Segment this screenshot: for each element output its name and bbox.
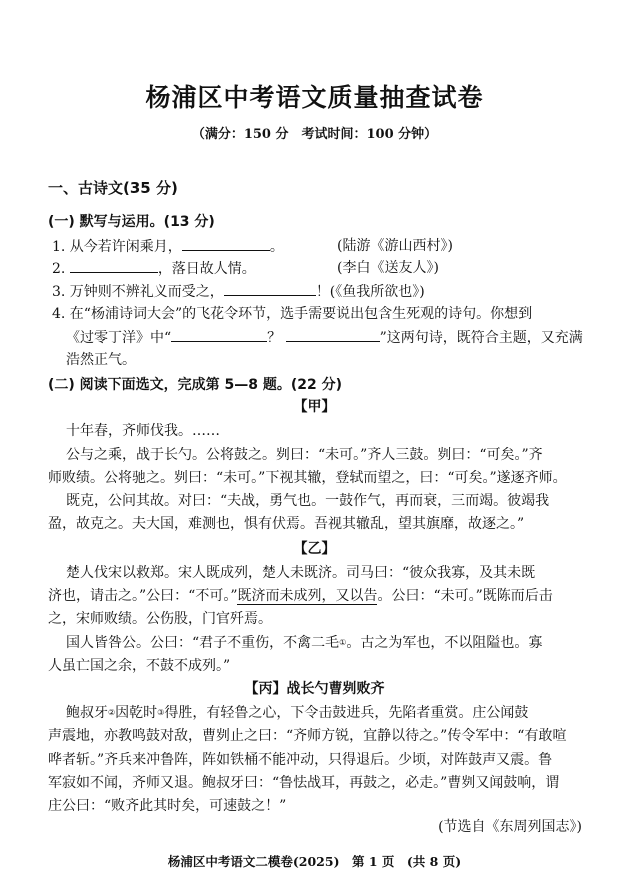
q2-answer-blank[interactable] <box>70 258 158 273</box>
bing-paragraph-line5: 庄公曰：“败齐此其时矣，可速鼓之！” <box>48 798 287 814</box>
page-footer: 杨浦区中考语文二模卷(2025) 第 1 页 (共 8 页) <box>167 854 462 869</box>
q2-source: (李白《送友人》) <box>337 260 439 276</box>
passage-yi-label: 【乙】 <box>293 541 336 557</box>
underlined-sentence: 既济而未成列，又以告 <box>237 588 378 604</box>
question-4-line3: 浩然正气。 <box>66 352 136 368</box>
part2-heading: (二) 阅读下面选文，完成第 5—8 题。(22 分) <box>48 377 343 393</box>
jia-paragraph-3-line1: 既克，公问其故。对曰：“夫战，勇气也。一鼓作气，再而衰，三而竭。彼竭我 <box>66 493 550 509</box>
bing-source: (节选自《东周列国志》) <box>438 819 582 835</box>
yi-paragraph-1-line3: 之，宋师败绩。公伤股，门官歼焉。 <box>48 611 272 627</box>
yi-paragraph-1-line2: 济也，请击之。”公曰：“不可。”既济而未成列，又以告。公曰：“未可。”既陈而后击 <box>48 588 553 604</box>
yi-paragraph-2-line1: 国人皆咎公。公曰：“君子不重伤，不禽二毛①。古之为军也，不以阻隘也。寡 <box>66 635 543 651</box>
footnote-marker-3: ③ <box>157 708 165 717</box>
q3-answer-blank[interactable] <box>224 281 316 296</box>
q4-answer-blank-1[interactable] <box>171 327 267 342</box>
section-heading: 一、古诗文(35 分) <box>48 179 178 197</box>
q1-answer-blank[interactable] <box>182 236 270 251</box>
jia-paragraph-3-line2: 盈，故克之。夫大国，难测也，惧有伏焉。吾视其辙乱，望其旗靡，故逐之。” <box>48 516 525 532</box>
passage-bing-label: 【丙】战长勺曹刿败齐 <box>244 681 385 697</box>
question-4-line1: 4. 在“杨浦诗词大会”的飞花令环节，选手需要说出包含生死观的诗句。你想到 <box>52 306 533 322</box>
jia-paragraph-1: 十年春，齐师伐我。…… <box>66 423 220 439</box>
page-title: 杨浦区中考语文质量抽查试卷 <box>145 83 484 112</box>
bing-paragraph-line3: 哗者斩。”齐兵来冲鲁阵，阵如铁桶不能冲动，只得退后。少顷，对阵鼓声又震。鲁 <box>48 752 553 768</box>
bing-paragraph-line4: 军寂如不闻，齐师又退。鲍叔牙曰：“鲁怯战耳，再鼓之，必走。”曹刿又闻鼓响，谓 <box>48 775 560 791</box>
q1-text: 1. 从今若许闲乘月， <box>52 239 182 255</box>
part1-heading: (一) 默写与运用。(13 分) <box>48 214 215 230</box>
yi-paragraph-1-line1: 楚人伐宋以救郑。宋人既成列，楚人未既济。司马曰：“彼众我寡，及其未既 <box>66 565 536 581</box>
jia-paragraph-2-line2: 师败绩。公将驰之。刿曰：“未可。”下视其辙，登轼而望之，曰：“可矣。”遂逐齐师。 <box>48 470 567 486</box>
question-4-line2: 《过零丁洋》中“ ？ ”这两句诗，既符合主题，又充满 <box>66 327 583 348</box>
question-3: 3. 万钟则不辨礼义而受之， ！(《鱼我所欲也》) <box>52 281 425 302</box>
question-2: 2. ，落日故人情。 <box>52 258 256 279</box>
question-1: 1. 从今若许闲乘月， 。 <box>52 236 284 257</box>
footnote-marker-2: ② <box>108 708 116 717</box>
exam-info: （满分：150 分 考试时间：100 分钟） <box>191 127 438 142</box>
passage-jia-label: 【甲】 <box>293 399 336 415</box>
q1-source: (陆游《游山西村》) <box>337 238 453 254</box>
footnote-marker-1: ① <box>339 638 347 647</box>
q4-answer-blank-2[interactable] <box>286 327 380 342</box>
bing-paragraph-line1: 鲍叔牙②因乾时③得胜，有轻鲁之心，下令击鼓进兵，先陷者重赏。庄公闻鼓 <box>66 705 529 721</box>
yi-paragraph-2-line2: 人虽亡国之余，不鼓不成列。” <box>48 658 231 674</box>
jia-paragraph-2-line1: 公与之乘，战于长勺。公将鼓之。刿曰：“未可。”齐人三鼓。刿曰：“可矣。”齐 <box>66 447 543 463</box>
bing-paragraph-line2: 声震地，亦教鸣鼓对敌，曹刿止之曰：“齐师方锐，宜静以待之。”传令军中：“有敢喧 <box>48 728 567 744</box>
